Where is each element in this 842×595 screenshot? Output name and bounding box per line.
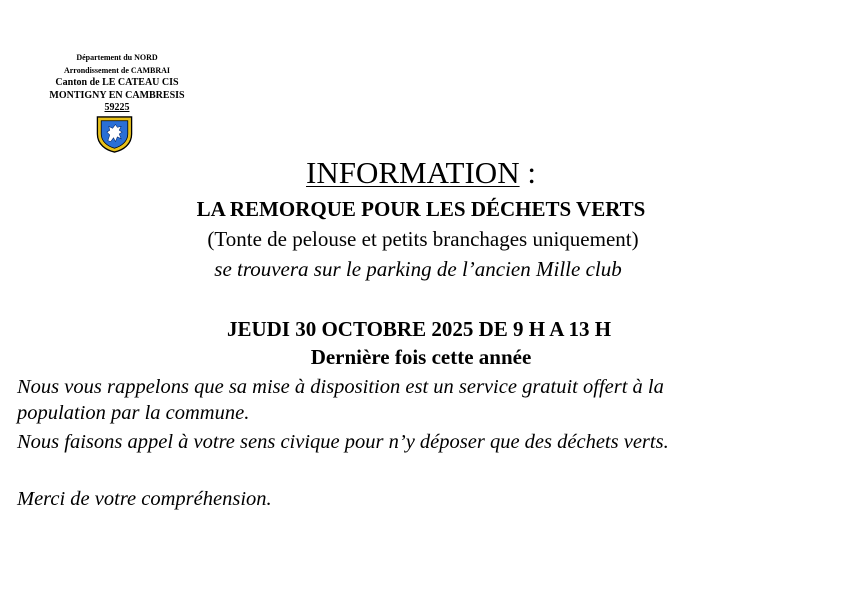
arrondissement-line: Arrondissement de CAMBRAI bbox=[63, 65, 171, 75]
canton-line: Canton de LE CATEAU CIS bbox=[55, 77, 179, 88]
coat-of-arms-lion-icon bbox=[95, 115, 134, 153]
postcode-line: 59225 bbox=[104, 102, 130, 113]
notice-title bbox=[0, 156, 842, 190]
municipality-header bbox=[34, 52, 200, 115]
paragraph-civic-appeal: Nous faisons appel à votre sens civique pour n’y déposer que des déchets verts. bbox=[17, 431, 669, 453]
department-line: Département du NORD bbox=[76, 53, 158, 62]
notice-date: JEUDI 30 OCTOBRE 2025 DE 9 H A 13 H bbox=[226, 317, 612, 341]
notice-restriction: (Tonte de pelouse et petits branchages uniquement) bbox=[207, 227, 639, 251]
notice-last-time: Dernière fois cette année bbox=[310, 345, 532, 369]
notice-location: se trouvera sur le parking de l’ancien Mille club bbox=[214, 257, 622, 281]
paragraph-reminder-line1: Nous vous rappelons que sa mise à disposition est un service gratuit offert à la bbox=[17, 376, 664, 398]
paragraph-reminder-line2: population par la commune. bbox=[17, 402, 250, 424]
notice-title-word: INFORMATION bbox=[306, 155, 520, 190]
commune-line: MONTIGNY EN CAMBRESIS bbox=[49, 89, 185, 101]
closing-thanks: Merci de votre compréhension. bbox=[17, 488, 272, 510]
notice-title-suffix: : bbox=[519, 155, 536, 190]
notice-subject: LA REMORQUE POUR LES DÉCHETS VERTS bbox=[196, 197, 646, 221]
